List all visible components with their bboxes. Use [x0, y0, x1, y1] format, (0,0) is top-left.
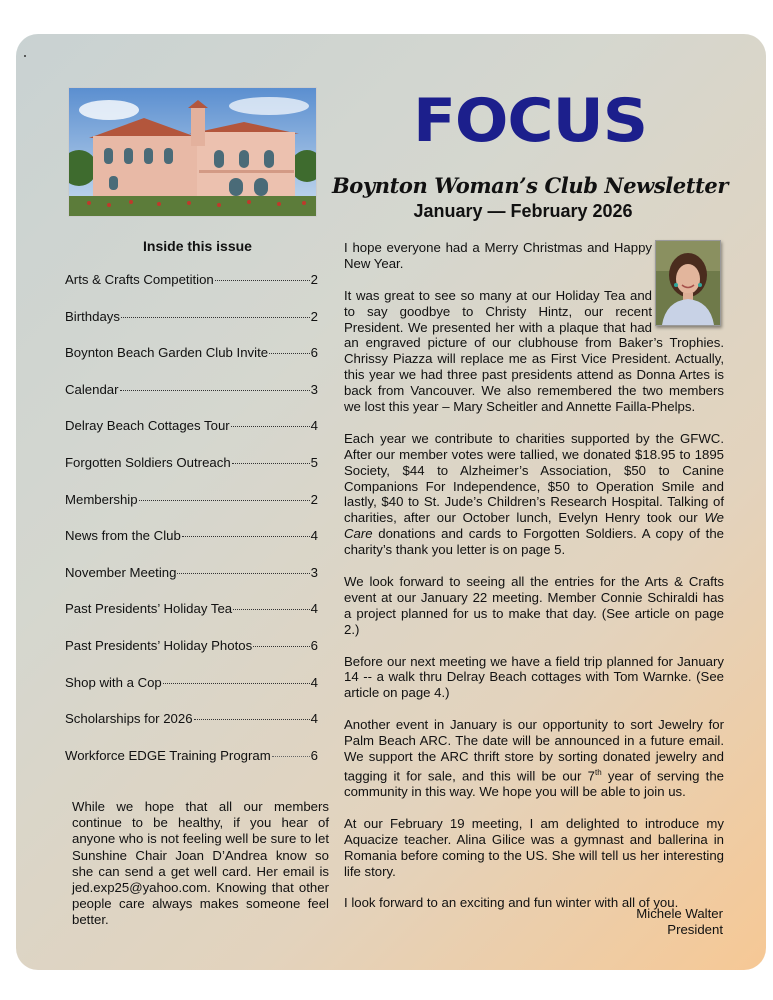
toc-item-label: Calendar — [65, 381, 119, 397]
letter-paragraph: At our February 19 meeting, I am delighted to introduce my Aquacize teacher. Alina Gilice was a gymnast and ballerina in Romania before coming to the US. She will tell us her interesting life story. — [344, 815, 724, 879]
toc-item-page: 2 — [310, 491, 318, 507]
text-run: Each year we contribute to charities supported by the GFWC. After our member votes were tallied, we donated $18.95 to 1895 Society, $44 to Alzheimer’s Association, $50 to Canine Companions For Independence, $50 to Operation Smile and lastly, $40 to St. Jude’s Children’s Research Hospital. Talking of charities, after our October lunch, Evelyn Henry took our — [344, 430, 724, 526]
toc-item-page: 4 — [310, 711, 318, 727]
toc-item — [65, 418, 318, 455]
toc-item-page: 4 — [310, 674, 318, 690]
letter-paragraph: It was great to see so many at our Holiday Tea and to say goodbye to Christy Hintz, our recent President. We presented her with a plaque that had an engraved picture of our clubhouse from Baker’s Trophies. Chrissy Piazza will replace me as First Vice President. Actually, this year we had three past presidents attend as Donna Artes is back from Vancouver. We also remembered the two members we lost this year – Mary Scheitler and Annette Failla-Phelps. — [344, 287, 724, 415]
toc-item-page: 4 — [310, 418, 318, 434]
toc-item — [65, 528, 318, 565]
letter-paragraph — [344, 431, 724, 558]
photo-wrap-space — [652, 240, 724, 324]
toc-item-label: Workforce EDGE Training Program — [65, 747, 271, 763]
dot-leader — [233, 609, 310, 610]
presidents-letter — [344, 240, 724, 911]
toc-heading: Inside this issue — [143, 238, 252, 254]
toc-item — [65, 455, 318, 492]
toc-item-label: November Meeting — [65, 564, 177, 580]
dot-leader — [232, 463, 310, 464]
dot-leader — [272, 756, 310, 757]
dot-leader — [269, 353, 310, 354]
toc-item — [65, 492, 318, 529]
dot-leader — [215, 280, 310, 281]
toc-item — [65, 382, 318, 419]
dot-leader — [253, 646, 309, 647]
toc-item — [65, 601, 318, 638]
toc-item — [65, 711, 318, 748]
letter-paragraph: Before our next meeting we have a field trip planned for January 14 -- a walk thru Delray Beach cottages with Tom Warnke. (See article on page 4.) — [344, 653, 724, 701]
dot-leader — [163, 683, 310, 684]
toc-item-page: 3 — [310, 381, 318, 397]
letter-paragraph: I hope everyone had a Merry Christmas and Happy New Year. — [344, 240, 652, 271]
signature — [560, 906, 723, 938]
dot-leader — [121, 317, 310, 318]
toc-item-page: 4 — [310, 601, 318, 617]
toc-item-page: 2 — [310, 308, 318, 324]
toc-item-label: Delray Beach Cottages Tour — [65, 418, 230, 434]
toc-item-label: Forgotten Soldiers Outreach — [65, 454, 231, 470]
toc-item-label: News from the Club — [65, 528, 181, 544]
dot-leader — [231, 426, 310, 427]
toc-item — [65, 675, 318, 712]
dot-leader — [139, 500, 310, 501]
ordinal-suffix: th — [594, 767, 602, 777]
text-run: Another event in January is our opportunity to sort Jewelry for Palm Beach ARC. The date will be announced in a future email. We support the ARC thrift store by sorting donated jewelry and tagging it for sale, and this will be our 7 — [344, 717, 724, 784]
focus-title: FOCUS — [412, 86, 648, 156]
dot-leader — [182, 536, 310, 537]
stray-mark — [24, 55, 26, 57]
toc-item-page: 3 — [310, 564, 318, 580]
dot-leader — [177, 573, 309, 574]
toc-item-label: Membership — [65, 491, 138, 507]
toc-item — [65, 748, 318, 785]
dot-leader — [120, 390, 310, 391]
toc-item-page: 6 — [310, 345, 318, 361]
signer-name: Michele Walter — [636, 906, 723, 921]
toc-item — [65, 272, 318, 309]
newsletter-name: Boynton Woman’s Club Newsletter — [331, 173, 729, 198]
toc-item-label: Past Presidents’ Holiday Tea — [65, 601, 233, 617]
toc-item-page: 6 — [310, 747, 318, 763]
toc-item — [65, 565, 318, 602]
dot-leader — [194, 719, 310, 720]
toc-item-label: Birthdays — [65, 308, 120, 324]
toc-item-page: 2 — [310, 272, 318, 287]
toc-item-page: 5 — [310, 454, 318, 470]
sunshine-note: While we hope that all our members continue to be healthy, if you hear of anyone who is not feeling well be sure to let Sunshine Chair Joan D’Andrea know so she can send a get well card. Her email is jed.exp25@yahoo.com. Knowing that other people care always makes someone feel better. — [72, 799, 329, 928]
text-run: year of serving the community in this way. We hope you will be able to join us. — [344, 768, 725, 800]
clubhouse-photo — [68, 87, 317, 217]
toc-item — [65, 345, 318, 382]
letter-paragraph — [344, 717, 724, 800]
toc-item-page: 4 — [310, 528, 318, 544]
letter-paragraph: I look forward to an exciting and fun winter with all of you. — [344, 895, 679, 911]
signer-title: President — [667, 921, 723, 937]
toc-item-label: Scholarships for 2026 — [65, 711, 193, 727]
toc-item-label: Boynton Beach Garden Club Invite — [65, 345, 269, 361]
toc-item-page: 6 — [310, 637, 318, 653]
toc-item — [65, 309, 318, 346]
issue-date: January — February 2026 — [413, 201, 633, 221]
text-run: donations and cards to Forgotten Soldiers. A copy of the charity’s thank you letter is on page 5. — [344, 526, 724, 558]
letter-paragraph: We look forward to seeing all the entries for the Arts & Crafts event at our January 22 meeting. Member Connie Schiraldi has a project planned for us to make that day. (See article on page 2.) — [344, 573, 724, 637]
toc-item-label: Past Presidents’ Holiday Photos — [65, 637, 253, 653]
we-care-emphasis: We Care — [344, 510, 724, 542]
toc-item — [65, 638, 318, 675]
table-of-contents — [65, 272, 318, 784]
toc-item-label: Shop with a Cop — [65, 674, 162, 690]
toc-item-label: Arts & Crafts Competition — [65, 272, 214, 287]
